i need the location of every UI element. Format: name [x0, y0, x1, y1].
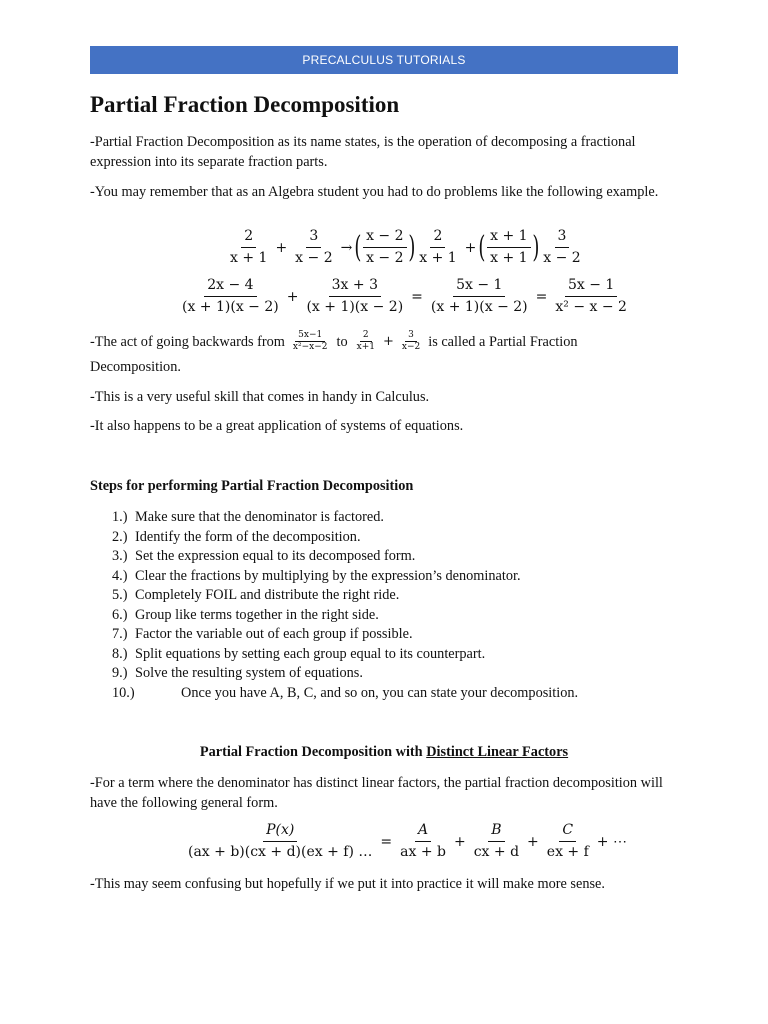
fraction: $\frac{2}{x + 1}$ [230, 228, 268, 266]
fraction: $\frac{3x + 3}{(x + 1)(x - 2)}$ [306, 277, 404, 315]
fraction: $\frac{x - 2}{x - 2}$ [363, 228, 406, 267]
intro-paragraph-2: -You may remember that as an Algebra student you had to do problems like the following example. [90, 184, 659, 200]
fraction: $\frac{A}{ax + b}$ [400, 822, 446, 860]
intro-paragraph-3: -The act of going backwards from $\frac{5x-1}{\text{x²−x−2}}$ to $\frac{2}{x+1}$ + $\frac{3}{x-2}$ is called a Partial Fraction [90, 330, 578, 352]
general-form-formula: $\frac{P(x)}{(ax + b)(cx + d)(ex + f) \dots}$ = $\frac{A}{ax + b}$ + $\frac{B}{cx + d}$ + $\frac{C}{ex + f}$ + ⋯ [183, 822, 630, 861]
intro-paragraph-3-cont: Decomposition. [90, 359, 181, 375]
fraction: $\frac{5x - 1}{\text{x² − x − 2}}$ [555, 277, 627, 315]
fraction: $\frac{5x - 1}{(x + 1)(x - 2)}$ [430, 277, 528, 315]
intro-paragraph-1: -Partial Fraction Decomposition as its name states, is the operation of decomposing a fractional expression into its separate fraction parts. [90, 134, 636, 170]
fraction: $\frac{P(x)}{(ax + b)(cx + d)(ex + f) \dots}$ [188, 822, 373, 860]
fraction: $\frac{x + 1}{x + 1}$ [487, 228, 530, 267]
header-banner: PRECALCULUS TUTORIALS [90, 46, 678, 74]
fraction: $\frac{3}{x - 2}$ [543, 228, 581, 266]
example-equation-line-1: $\frac{2}{x + 1}$ + $\frac{3}{x - 2}$ → ( $\frac{x - 2}{x - 2}$ ) $\frac{2}{x + 1}$ + ( $\frac{x + 1}{x + 1}$ ) $\frac{3}{x - 2}$ [225, 228, 586, 267]
fraction: $\frac{B}{cx + d}$ [473, 822, 520, 860]
intro-paragraph-4: -This is a very useful skill that comes in handy in Calculus. [90, 389, 430, 405]
fraction: $\frac{2x - 4}{(x + 1)(x - 2)}$ [182, 277, 279, 315]
page-title: Partial Fraction Decomposition [90, 92, 400, 117]
distinct-paragraph-1: -For a term where the denominator has distinct linear factors, the partial fraction decomposition will have the following general form. [90, 775, 663, 811]
intro-paragraph-5: -It also happens to be a great application of systems of equations. [90, 418, 464, 434]
fraction: $\frac{3}{x - 2}$ [295, 228, 333, 266]
distinct-paragraph-2: -This may seem confusing but hopefully if we put it into practice it will make more sense. [90, 876, 605, 892]
fraction: $\frac{C}{ex + f}$ [546, 822, 589, 860]
example-equation-line-2: $\frac{2x - 4}{(x + 1)(x - 2)}$ + $\frac{3x + 3}{(x + 1)(x - 2)}$ = $\frac{5x - 1}{(x + 1)(x - 2)}$ = $\frac{5x - 1}{\text{x² − x − 2}}$ [177, 277, 632, 316]
steps-heading: Steps for performing Partial Fraction Decomposition [90, 478, 414, 494]
distinct-factors-heading: Partial Fraction Decomposition with Distinct Linear Factors [199, 744, 569, 760]
fraction: $\frac{2}{x + 1}$ [419, 228, 457, 266]
